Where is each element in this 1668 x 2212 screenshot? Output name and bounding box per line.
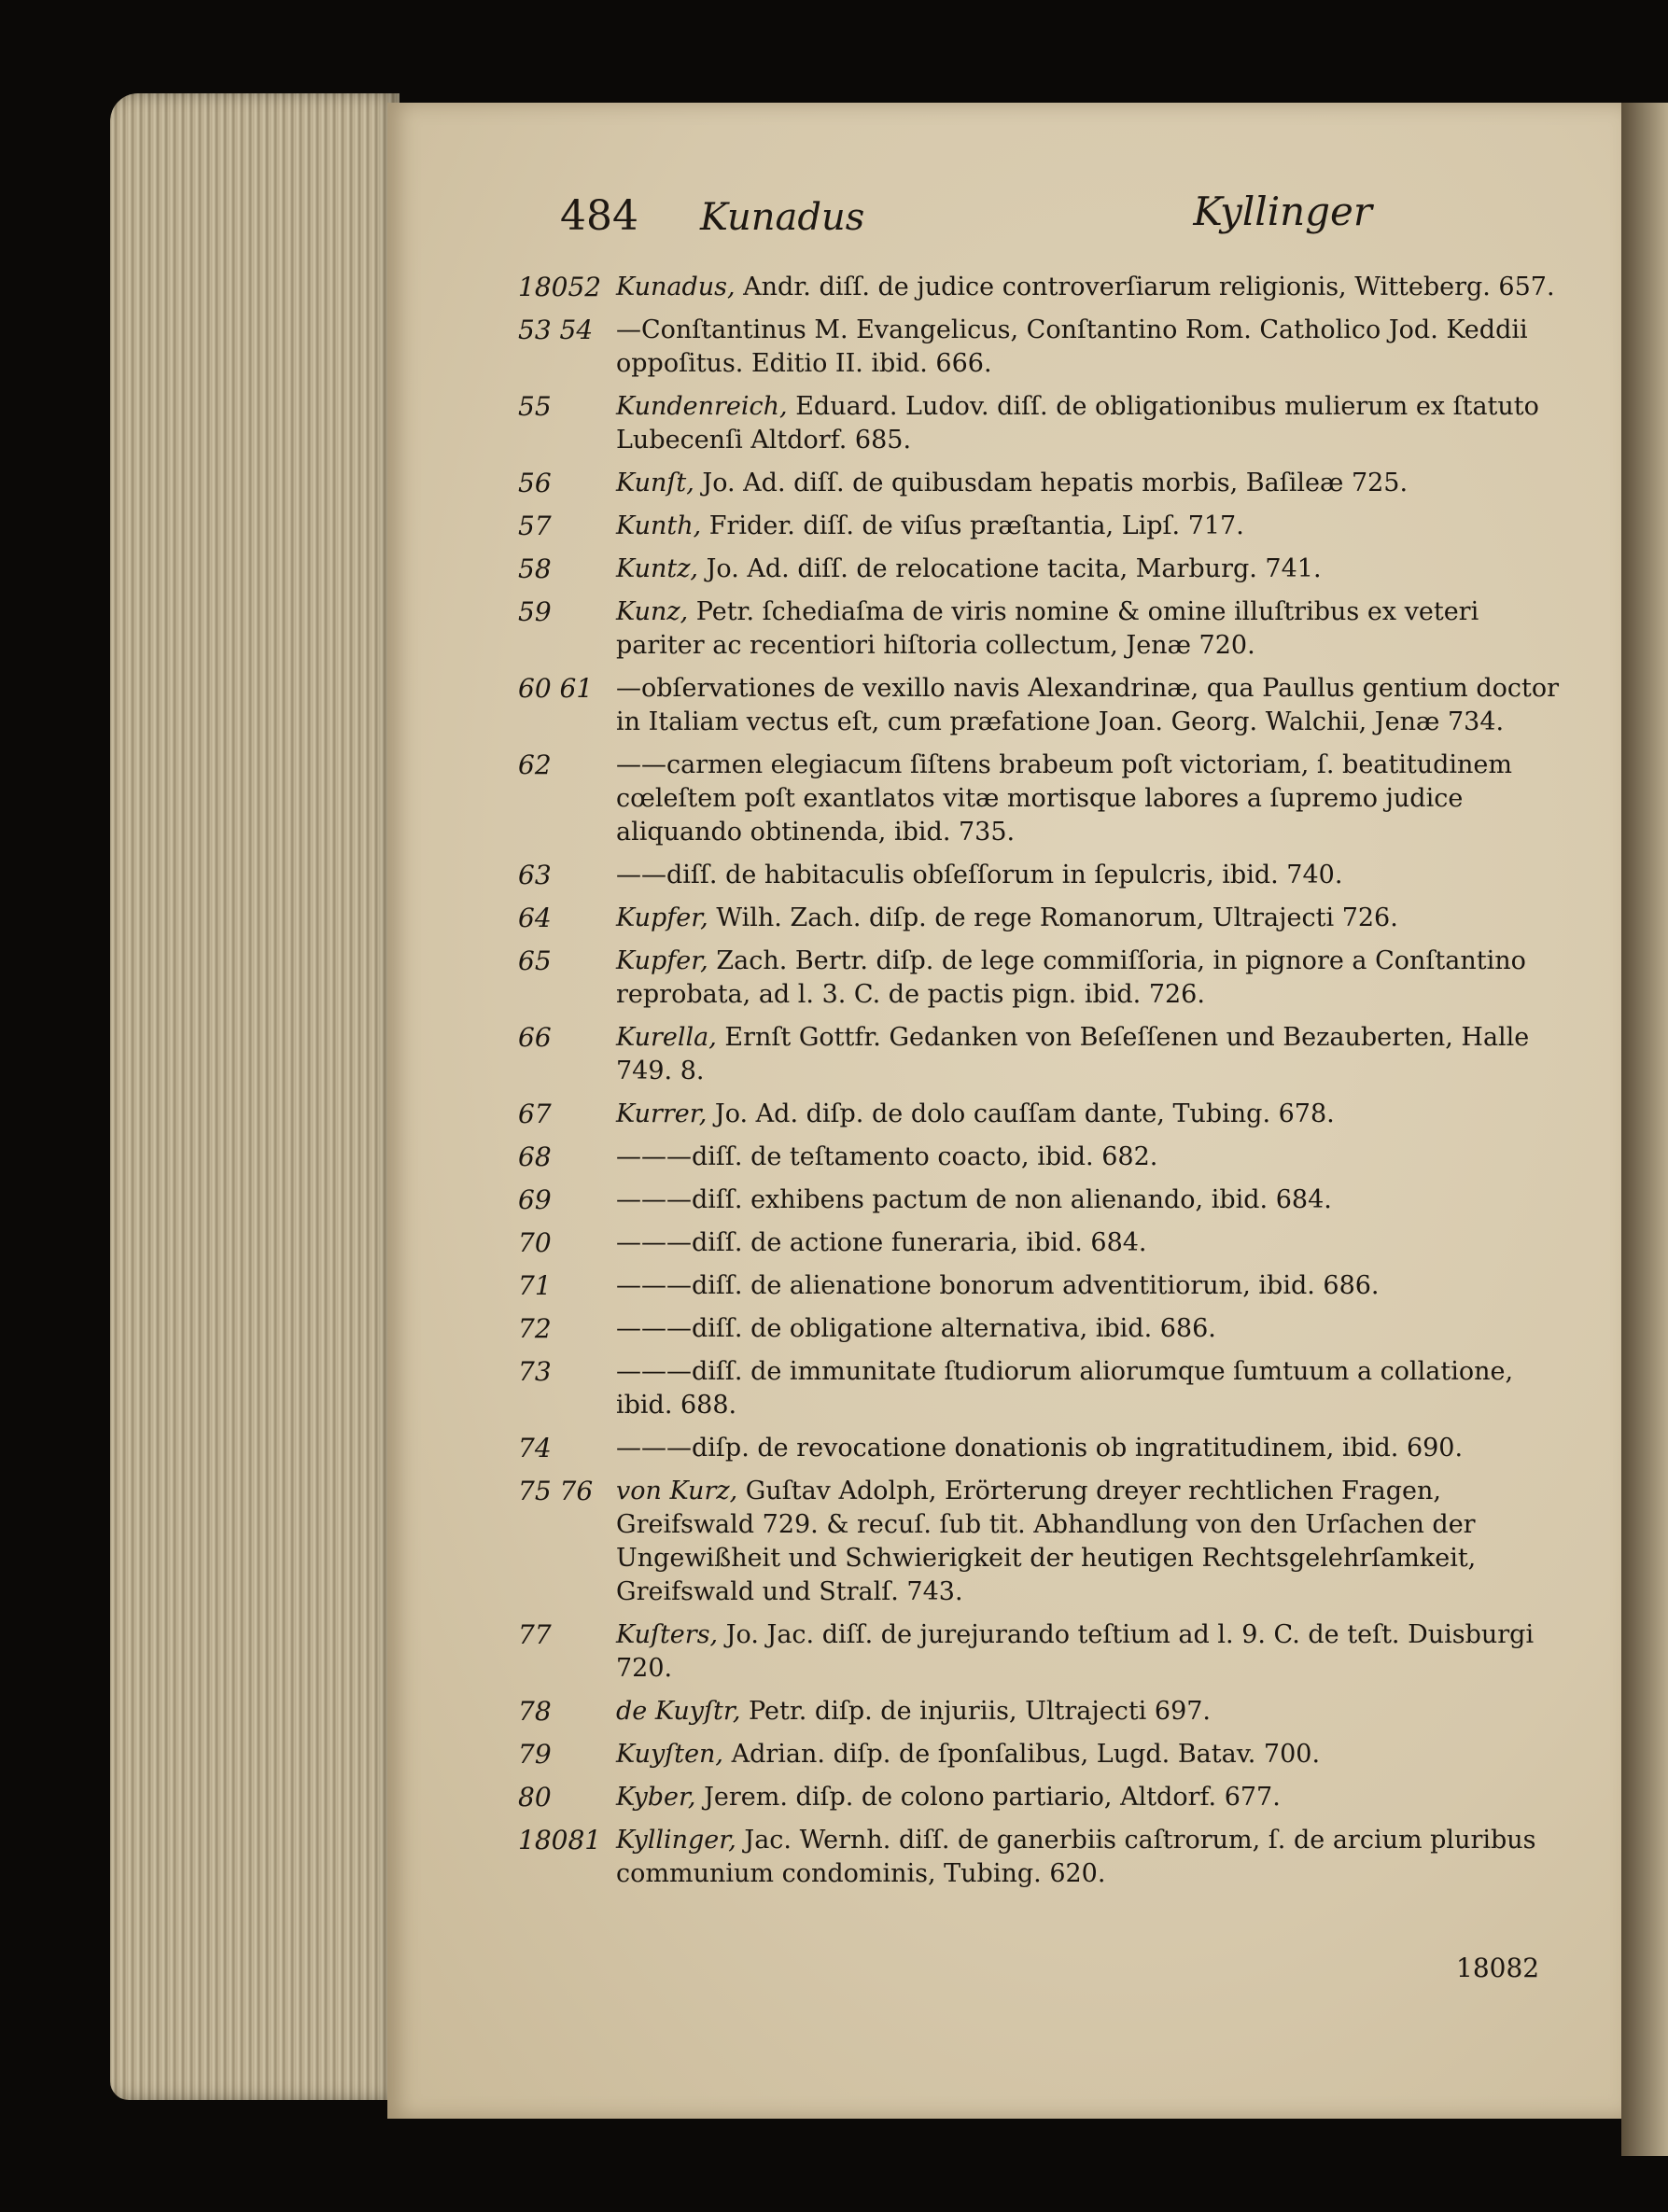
bibliography-entry [518, 1824, 1563, 1891]
entry-text: Guſtav Adolph, Erörterung dreyer rechtlichen Fragen, Greifswald 729. & recuſ. ſub tit. Abhandlung von den Urſachen der Ungewißheit und Schwierigkeit der heutigen Rechtsgelehrſamkeit, Greifswald und Stralſ. 743. [616, 1477, 1477, 1606]
entry-number: 71 [518, 1270, 552, 1301]
author-name: Kunz, [616, 597, 689, 626]
entry-number: 68 [518, 1141, 552, 1172]
bibliography-entry [518, 1355, 1563, 1422]
entry-number: 55 [518, 391, 552, 422]
entry-text: Eduard. Ludov. diſſ. de obligationibus mulierum ex ſtatuto Lubecenſi Altdorf. 685. [616, 392, 1539, 455]
entry-number: 80 [518, 1782, 552, 1813]
entry-text: Jo. Ad. diſſ. de relocatione tacita, Marburg. 741. [706, 554, 1322, 583]
entry-number: 57 [518, 511, 552, 541]
bibliography-entry [518, 1141, 1563, 1174]
entry-text: Petr. ſchediaſma de viris nomine & omine illuſtribus ex veteri pariter ac recentiori hiſtoria collectum, Jenæ 720. [616, 597, 1479, 660]
entry-number: 73 [518, 1356, 552, 1387]
entry-text: ——carmen elegiacum ſiſtens brabeum poſt victoriam, ſ. beatitudinem cœleſtem poſt exantlatos vitæ mortisque labores a ſupremo judice aliquando obtinenda, ibid. 735. [616, 750, 1513, 847]
entry-text: Frider. diſſ. de viſus præſtantia, Lipſ. 717. [708, 511, 1244, 540]
entry-number: 78 [518, 1696, 552, 1727]
author-name: Kundenreich, [616, 392, 788, 421]
entry-number: 75 76 [518, 1476, 594, 1506]
entry-text: Zach. Bertr. diſp. de lege commiſſoria, in pignore a Conſtantino reprobata, ad l. 3. C. de pactis pign. ibid. 726. [616, 946, 1526, 1009]
bibliography-entry [518, 510, 1563, 543]
bibliography-entry [518, 749, 1563, 849]
entry-number: 62 [518, 749, 552, 780]
bibliography-entry [518, 271, 1563, 304]
author-name: Kurella, [616, 1023, 717, 1052]
bibliography-entry [518, 945, 1563, 1012]
bibliography-entry [518, 467, 1563, 500]
entry-text: Adrian. diſp. de ſponſalibus, Lugd. Batav. 700. [731, 1740, 1321, 1769]
entry-number: 63 [518, 860, 552, 890]
entry-text: ———diſſ. exhibens pactum de non alienando, ibid. 684. [616, 1185, 1332, 1214]
entry-text: —Conſtantinus M. Evangelicus, Conſtantino Rom. Catholico Jod. Keddii oppoſitus. Editio II. ibid. 666. [616, 315, 1528, 378]
bibliography-entry [518, 1618, 1563, 1686]
bibliography-entry [518, 1432, 1563, 1465]
entry-number: 65 [518, 945, 552, 976]
author-name: Kyber, [616, 1783, 696, 1812]
author-name: Kunadus, [616, 273, 736, 301]
bibliography-entry [518, 902, 1563, 935]
entry-text: Petr. diſp. de injuriis, Ultrajecti 697. [749, 1697, 1212, 1726]
author-name: Kupfer, [616, 903, 708, 932]
author-name: Kunſt, [616, 469, 694, 497]
entry-number: 18081 [518, 1825, 602, 1855]
footer-catchword: 18082 [1456, 1953, 1540, 1983]
entry-number: 64 [518, 903, 552, 933]
author-name: Kuntz, [616, 554, 699, 583]
bibliography-entry [518, 390, 1563, 457]
bibliography-list [518, 271, 1563, 1900]
entry-number: 53 54 [518, 315, 594, 345]
author-name: Kunth, [616, 511, 702, 540]
running-header [560, 187, 1372, 252]
entry-text: ———diſſ. de actione funeraria, ibid. 684. [616, 1228, 1147, 1257]
entry-text: ——diſſ. de habitaculis obſeſſorum in ſepulcris, ibid. 740. [616, 861, 1343, 889]
bibliography-entry [518, 1269, 1563, 1303]
page-number: 484 [560, 192, 638, 240]
entry-text: ———diſſ. de immunitate ſtudiorum aliorumque ſumtuum a collatione, ibid. 688. [616, 1357, 1514, 1420]
bibliography-entry [518, 1021, 1563, 1088]
author-name: Kupfer, [616, 946, 708, 975]
book-page-edges [110, 93, 399, 2100]
entry-number: 74 [518, 1433, 552, 1463]
facing-page-edge [1621, 103, 1668, 2156]
entry-text: Wilh. Zach. diſp. de rege Romanorum, Ultrajecti 726. [716, 903, 1398, 932]
bibliography-entry [518, 1312, 1563, 1346]
entry-number: 58 [518, 553, 552, 584]
entry-text: ———diſſ. de obligatione alternativa, ibid. 686. [616, 1314, 1216, 1343]
author-name: de Kuyſtr, [616, 1697, 741, 1726]
entry-number: 69 [518, 1184, 552, 1215]
author-name: von Kurz, [616, 1477, 738, 1505]
entry-number: 60 61 [518, 673, 594, 704]
entry-number: 72 [518, 1313, 552, 1344]
entry-text: ———diſſ. de alienatione bonorum adventitiorum, ibid. 686. [616, 1271, 1380, 1300]
entry-number: 70 [518, 1227, 552, 1258]
entry-number: 77 [518, 1619, 552, 1650]
entry-number: 66 [518, 1022, 552, 1053]
bibliography-entry [518, 1226, 1563, 1260]
bibliography-entry [518, 1695, 1563, 1729]
entry-text: Jo. Ad. diſp. de dolo cauſſam dante, Tubing. 678. [714, 1099, 1335, 1128]
entry-number: 59 [518, 596, 552, 627]
entry-text: Ernſt Gottfr. Gedanken von Beſeſſenen und Bezauberten, Halle 749. 8. [616, 1023, 1530, 1085]
author-name: Kurrer, [616, 1099, 708, 1128]
bibliography-entry [518, 1183, 1563, 1217]
entry-number: 79 [518, 1739, 552, 1770]
entry-text: Andr. diſſ. de judice controverſiarum religionis, Witteberg. 657. [743, 273, 1555, 301]
entry-text: ———diſſ. de teſtamento coacto, ibid. 682. [616, 1142, 1158, 1171]
author-name: Kuyſten, [616, 1740, 724, 1769]
entry-number: 18052 [518, 272, 602, 302]
author-name: Kuſters, [616, 1620, 719, 1649]
entry-text: Jo. Jac. diſſ. de jurejurando teſtium ad l. 9. C. de teſt. Duisburgi 720. [616, 1620, 1535, 1683]
bibliography-entry [518, 1781, 1563, 1814]
bibliography-entry [518, 595, 1563, 663]
bibliography-entry [518, 553, 1563, 586]
bibliography-entry [518, 672, 1563, 739]
bibliography-entry [518, 1738, 1563, 1771]
entry-number: 56 [518, 468, 552, 498]
entry-text: —obſervationes de vexillo navis Alexandrinæ, qua Paullus gentium doctor in Italiam vectus eſt, cum præfatione Joan. Georg. Walchii, Jenæ 734. [616, 674, 1560, 736]
entry-text: Jo. Ad. diſſ. de quibusdam hepatis morbis, Baſileæ 725. [702, 469, 1409, 497]
entry-text: ———diſp. de revocatione donationis ob ingratitudinem, ibid. 690. [616, 1434, 1464, 1463]
entry-number: 67 [518, 1099, 552, 1129]
bibliography-entry [518, 1475, 1563, 1609]
left-catchword: Kunadus [700, 196, 865, 239]
bibliography-entry [518, 314, 1563, 381]
bibliography-entry [518, 1098, 1563, 1131]
bibliography-entry [518, 859, 1563, 892]
entry-text: Jerem. diſp. de colono partiario, Altdorf. 677. [704, 1783, 1281, 1812]
entry-text: Jac. Wernh. diſſ. de ganerbiis caſtrorum, ſ. de arcium pluribus communium condominis, Tubing. 620. [616, 1826, 1536, 1888]
author-name: Kyllinger, [616, 1826, 736, 1855]
right-catchword: Kyllinger [1193, 189, 1372, 234]
